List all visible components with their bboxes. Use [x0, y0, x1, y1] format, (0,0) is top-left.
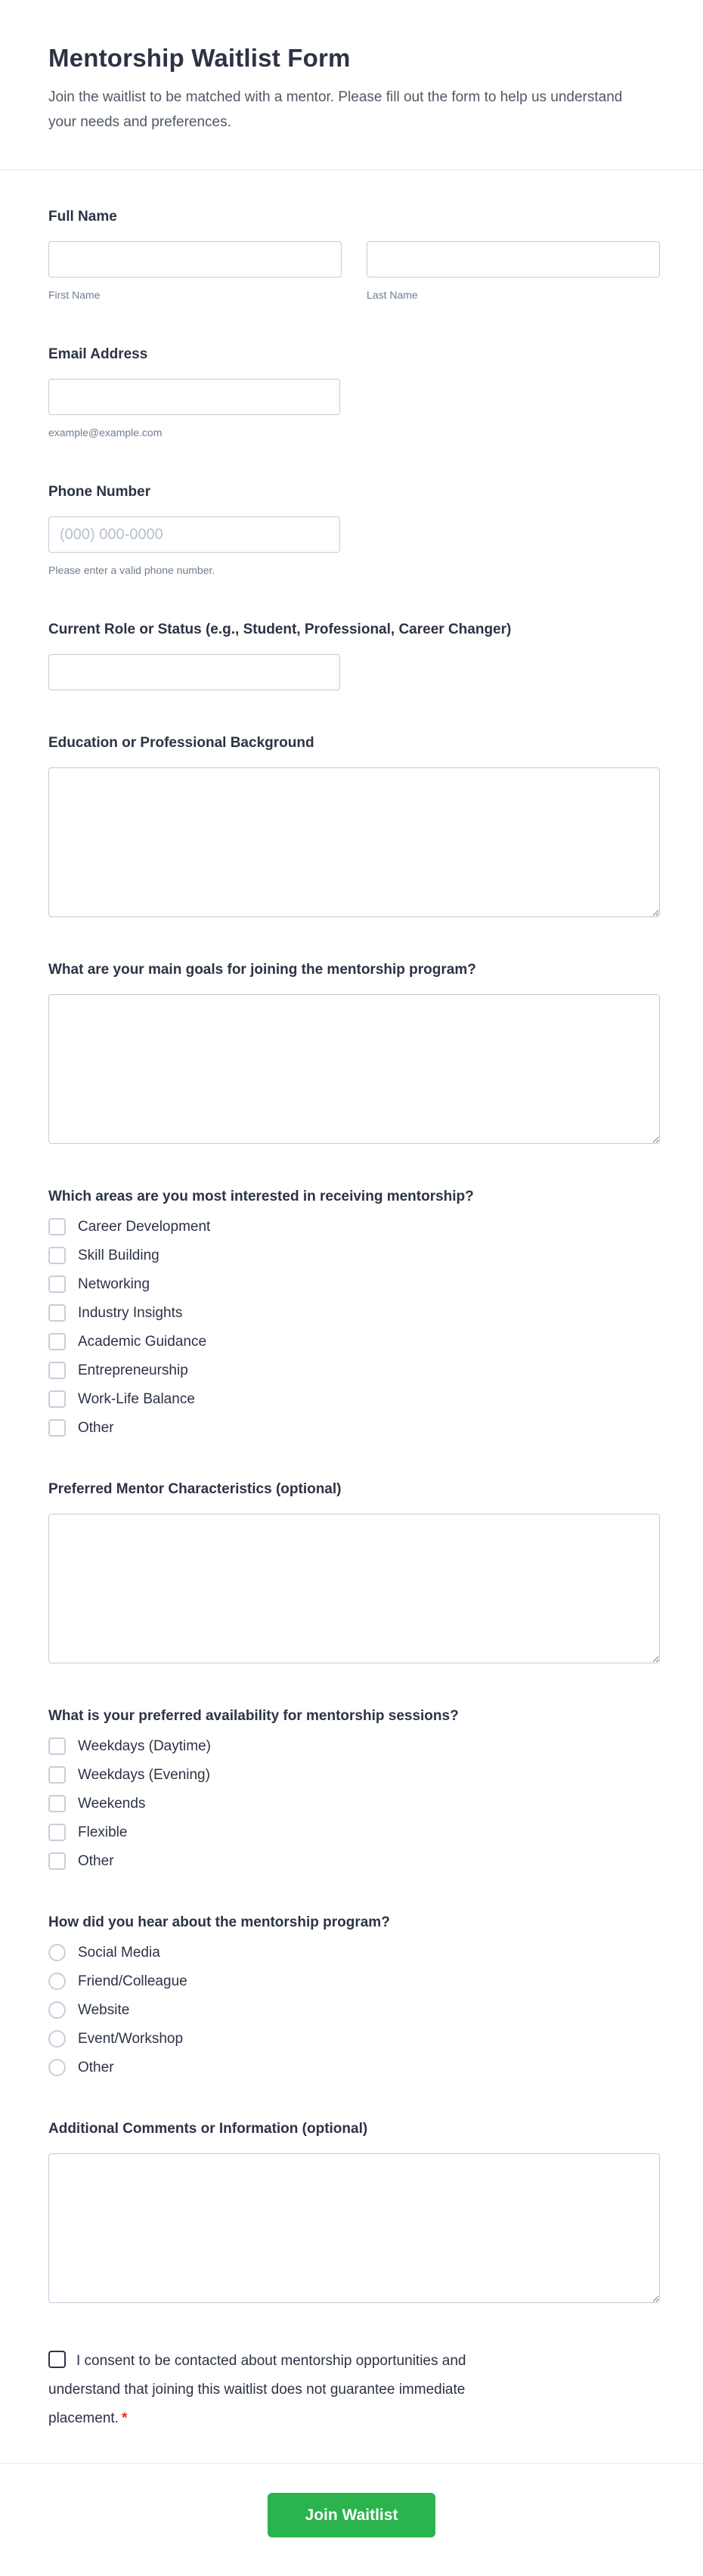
checkbox-option-row[interactable] [48, 1766, 210, 1784]
mentor-characteristics-textarea[interactable] [48, 1514, 660, 1663]
checkbox-option-label: Weekdays (Daytime) [78, 1738, 211, 1754]
referral-source-options [48, 1944, 660, 2076]
checkbox-option-label: Entrepreneurship [78, 1362, 188, 1378]
checkbox-option-label: Other [78, 1420, 114, 1436]
radio-icon[interactable] [48, 2059, 66, 2076]
field-mentor-characteristics [48, 1480, 660, 1663]
email-input[interactable] [48, 379, 340, 415]
radio-option-label: Event/Workshop [78, 2031, 184, 2047]
radio-option-row[interactable] [48, 2001, 129, 2019]
checkbox-option-label: Networking [78, 1276, 150, 1292]
checkbox-icon[interactable] [48, 1247, 66, 1264]
checkbox-option-row[interactable] [48, 1419, 114, 1437]
checkbox-option-row[interactable] [48, 1795, 145, 1812]
first-name-input[interactable] [48, 241, 342, 277]
radio-option-label: Website [78, 2002, 130, 2018]
form-body [0, 170, 703, 2433]
checkbox-icon[interactable] [48, 1824, 66, 1841]
checkbox-option-row[interactable] [48, 1276, 150, 1293]
consent-checkbox[interactable] [48, 2351, 66, 2368]
last-name-input[interactable] [367, 241, 660, 277]
field-phone [48, 483, 660, 577]
availability-options [48, 1737, 660, 1870]
consent-text [48, 2347, 536, 2433]
full-name-label: Full Name [48, 209, 117, 225]
checkbox-option-row[interactable] [48, 1218, 210, 1235]
checkbox-option-label: Academic Guidance [78, 1334, 207, 1350]
checkbox-icon[interactable] [48, 1419, 66, 1437]
field-availability [48, 1707, 660, 1870]
radio-icon[interactable] [48, 2030, 66, 2047]
page-title: Mentorship Waitlist Form [48, 44, 351, 72]
checkbox-option-label: Other [78, 1853, 114, 1869]
checkbox-option-row[interactable] [48, 1333, 206, 1350]
additional-comments-textarea[interactable] [48, 2153, 660, 2303]
field-current-role [48, 621, 660, 690]
radio-option-row[interactable] [48, 2030, 183, 2047]
goals-label: What are your main goals for joining the mentorship program? [48, 962, 476, 978]
form-subtitle: Join the waitlist to be matched with a mentor. Please fill out the form to help us understand your needs and preferences. [48, 89, 623, 130]
education-textarea[interactable] [48, 767, 660, 917]
checkbox-icon[interactable] [48, 1304, 66, 1322]
radio-icon[interactable] [48, 1944, 66, 1961]
checkbox-option-label: Work-Life Balance [78, 1391, 195, 1407]
checkbox-option-row[interactable] [48, 1737, 211, 1755]
first-name-subfield [48, 241, 342, 302]
checkbox-option-label: Industry Insights [78, 1305, 183, 1321]
additional-comments-label: Additional Comments or Information (optional) [48, 2121, 368, 2137]
checkbox-option-row[interactable] [48, 1852, 114, 1870]
checkbox-icon[interactable] [48, 1795, 66, 1812]
checkbox-icon[interactable] [48, 1852, 66, 1870]
current-role-label: Current Role or Status (e.g., Student, Professional, Career Changer) [48, 622, 512, 637]
checkbox-option-label: Weekends [78, 1796, 146, 1812]
field-goals [48, 961, 660, 1144]
checkbox-option-label: Career Development [78, 1219, 211, 1235]
goals-textarea[interactable] [48, 994, 660, 1144]
field-additional-comments [48, 2120, 660, 2303]
full-name-row [48, 241, 660, 302]
checkbox-icon[interactable] [48, 1737, 66, 1755]
email-sublabel: example@example.com [48, 426, 163, 439]
availability-label: What is your preferred availability for mentorship sessions? [48, 1708, 459, 1724]
field-mentorship-areas [48, 1188, 660, 1437]
radio-option-row[interactable] [48, 2059, 114, 2076]
checkbox-icon[interactable] [48, 1333, 66, 1350]
checkbox-option-row[interactable] [48, 1247, 159, 1264]
required-asterisk: * [121, 2410, 128, 2426]
radio-option-label: Other [78, 2060, 114, 2075]
checkbox-option-row[interactable] [48, 1390, 195, 1408]
checkbox-icon[interactable] [48, 1390, 66, 1408]
email-label: Email Address [48, 346, 148, 362]
radio-option-label: Friend/Colleague [78, 1973, 187, 1989]
first-name-sublabel: First Name [48, 289, 101, 301]
radio-option-label: Social Media [78, 1945, 160, 1961]
last-name-subfield [367, 241, 660, 302]
field-full-name [48, 208, 660, 302]
form-header [0, 0, 703, 169]
radio-option-row[interactable] [48, 1944, 160, 1961]
checkbox-icon[interactable] [48, 1276, 66, 1293]
join-waitlist-button[interactable]: Join Waitlist [268, 2493, 435, 2537]
field-consent [48, 2347, 660, 2433]
radio-icon[interactable] [48, 1973, 66, 1990]
radio-option-row[interactable] [48, 1973, 187, 1990]
education-label: Education or Professional Background [48, 735, 314, 751]
phone-sublabel: Please enter a valid phone number. [48, 564, 215, 576]
mentorship-areas-options [48, 1218, 660, 1437]
checkbox-icon[interactable] [48, 1218, 66, 1235]
checkbox-option-row[interactable] [48, 1362, 188, 1379]
field-education [48, 734, 660, 917]
field-email [48, 346, 660, 439]
consent-label: I consent to be contacted about mentorship opportunities and understand that joining this waitlist does not guarantee immediate placement. [48, 2353, 466, 2426]
referral-source-label: How did you hear about the mentorship program? [48, 1914, 390, 1930]
checkbox-option-row[interactable] [48, 1304, 182, 1322]
checkbox-option-label: Flexible [78, 1824, 128, 1840]
current-role-input[interactable] [48, 654, 340, 690]
field-referral-source [48, 1914, 660, 2076]
checkbox-option-row[interactable] [48, 1824, 127, 1841]
radio-icon[interactable] [48, 2001, 66, 2019]
form-footer [0, 2464, 703, 2576]
checkbox-icon[interactable] [48, 1766, 66, 1784]
phone-label: Phone Number [48, 484, 151, 500]
checkbox-icon[interactable] [48, 1362, 66, 1379]
checkbox-option-label: Skill Building [78, 1248, 159, 1263]
mentorship-areas-label: Which areas are you most interested in receiving mentorship? [48, 1189, 474, 1204]
last-name-sublabel: Last Name [367, 289, 418, 301]
checkbox-option-label: Weekdays (Evening) [78, 1767, 210, 1783]
mentor-characteristics-label: Preferred Mentor Characteristics (optional) [48, 1481, 342, 1497]
phone-input[interactable] [48, 516, 340, 553]
